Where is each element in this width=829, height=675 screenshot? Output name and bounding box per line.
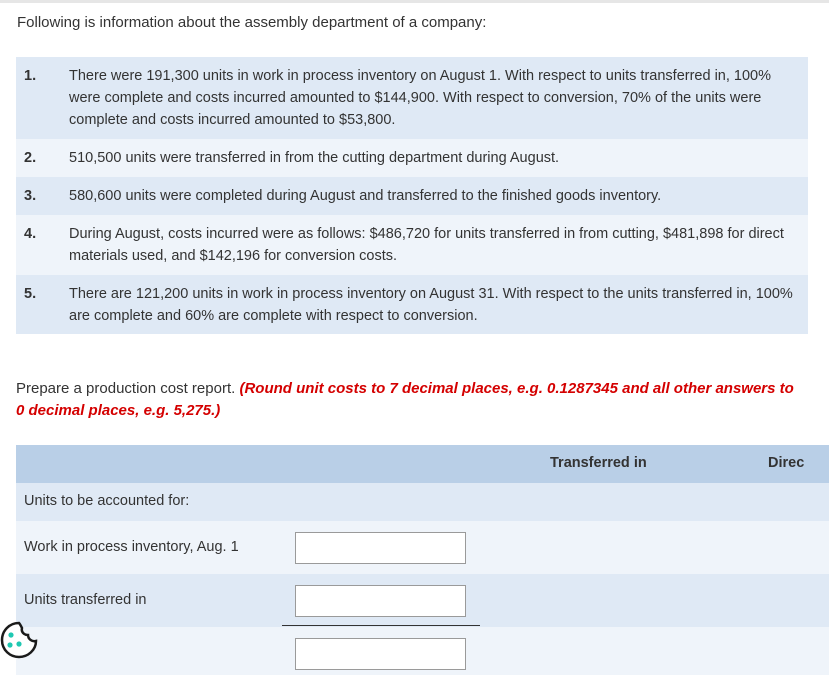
table-header bbox=[16, 445, 829, 483]
item-text: 510,500 units were transferred in from the cutting department during August. bbox=[69, 150, 560, 166]
column-header-transferred-in: Transferred in bbox=[550, 455, 647, 471]
item-text: There are 121,200 units in work in process inventory on August 31. With respect to the units transferred in, 100% are complete and 60% are complete with respect to conversion. bbox=[69, 286, 793, 324]
wip-aug1-input[interactable] bbox=[295, 532, 466, 564]
item-number: 1. bbox=[24, 68, 37, 84]
item-text: There were 191,300 units in work in process inventory on August 1. With respect to units transferred in, 100% were complete and costs incurred amounted to $144,900. With respect to conversion, 70% of the units were complete and costs incurred amounted to $53,800. bbox=[69, 68, 772, 128]
item-number: 3. bbox=[24, 188, 37, 204]
facts-list bbox=[16, 57, 808, 334]
item-number: 4. bbox=[24, 226, 37, 242]
instructions-text: Prepare a production cost report. bbox=[16, 380, 240, 397]
units-to-account-label: Units to be accounted for: bbox=[24, 493, 190, 509]
item-number: 5. bbox=[24, 286, 37, 302]
units-transferred-in-input[interactable] bbox=[295, 585, 466, 617]
rounding-instruction: (Round unit costs to 7 decimal places, e.g. 0.1287345 and all other answers to 0 decimal places, e.g. 5,275.) bbox=[16, 380, 794, 419]
column-header-direct-materials: Direc bbox=[768, 455, 805, 471]
item-text: During August, costs incurred were as follows: $486,720 for units transferred in from cutting, $481,898 for direct materials used, and $142,196 for conversion costs. bbox=[69, 226, 784, 264]
item-text: 580,600 units were completed during August and transferred to the finished goods inventory. bbox=[69, 188, 662, 204]
table-row bbox=[16, 574, 829, 627]
total-units-input[interactable] bbox=[295, 638, 466, 670]
wip-aug1-label: Work in process inventory, Aug. 1 bbox=[24, 539, 239, 555]
item-number: 2. bbox=[24, 150, 37, 166]
production-cost-report bbox=[16, 445, 829, 675]
top-divider bbox=[0, 0, 829, 3]
list-item bbox=[16, 57, 808, 139]
list-item bbox=[16, 139, 808, 177]
list-item bbox=[16, 275, 808, 334]
table-row bbox=[16, 627, 829, 675]
list-item bbox=[16, 177, 808, 215]
sum-underline bbox=[282, 625, 480, 626]
cookie-icon[interactable] bbox=[0, 620, 38, 660]
list-item bbox=[16, 215, 808, 275]
units-transferred-in-label: Units transferred in bbox=[24, 592, 147, 608]
table-row bbox=[16, 483, 829, 521]
instructions bbox=[16, 378, 806, 422]
table-row bbox=[16, 521, 829, 574]
intro-text: Following is information about the assembly department of a company: bbox=[17, 14, 487, 31]
